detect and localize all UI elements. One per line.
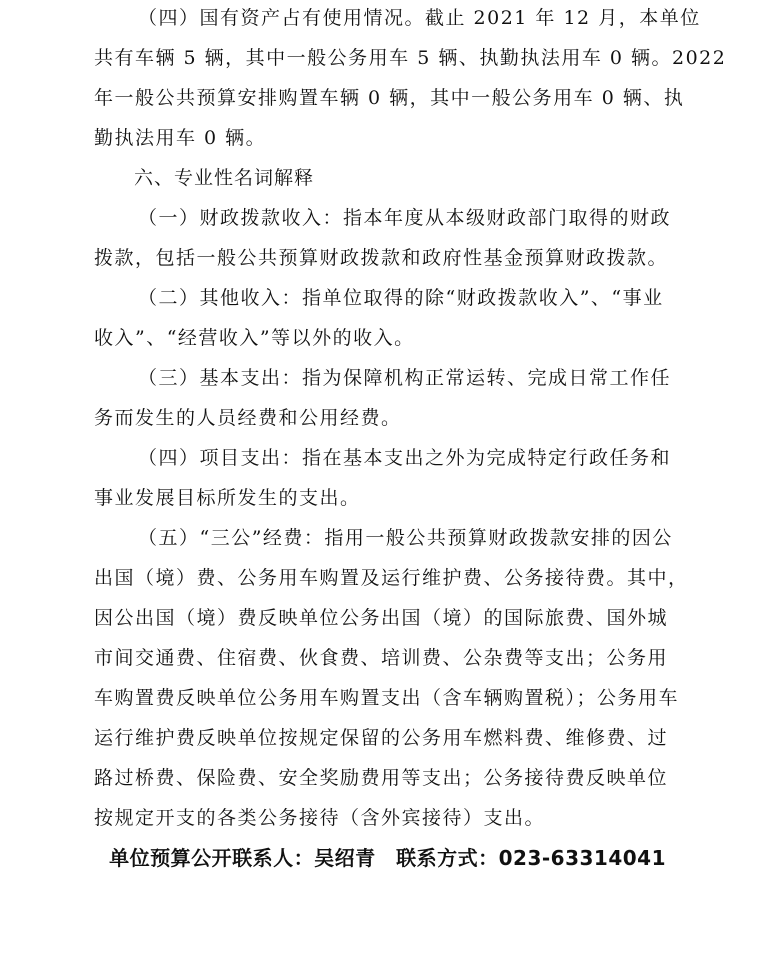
term3-line-2: 务而发生的人员经费和公用经费。 <box>94 407 402 429</box>
term5-line-8: 按规定开支的各类公务接待（含外宾接待）支出。 <box>94 807 546 829</box>
term5-line-7: 路过桥费、保险费、安全奖励费用等支出；公务接待费反映单位 <box>94 767 669 789</box>
term5-line-6: 运行维护费反映单位按规定保留的公务用车燃料费、维修费、过 <box>94 727 669 749</box>
section4-line-3: 年一般公共预算安排购置车辆 0 辆，其中一般公务用车 0 辆、执 <box>94 87 685 109</box>
section6-heading: 六、专业性名词解释 <box>134 167 315 189</box>
term4-line-2: 事业发展目标所发生的支出。 <box>94 487 361 509</box>
term2-line-1: （二）其他收入：指单位取得的除“财政拨款收入”、“事业 <box>138 287 664 309</box>
section4-line-4: 勤执法用车 0 辆。 <box>94 127 267 149</box>
term5-line-3: 因公出国（境）费反映单位公务出国（境）的国际旅费、国外城 <box>94 607 669 629</box>
term1-line-2: 拨款，包括一般公共预算财政拨款和政府性基金预算财政拨款。 <box>94 247 669 269</box>
term5-line-2: 出国（境）费、公务用车购置及运行维护费、公务接待费。其中， <box>94 567 689 589</box>
section4-line-1: （四）国有资产占有使用情况。截止 2021 年 12 月，本单位 <box>138 7 701 29</box>
contact-info: 单位预算公开联系人：吴绍青 联系方式：023-63314041 <box>109 846 666 870</box>
term5-line-5: 车购置费反映单位公务用车购置支出（含车辆购置税）；公务用车 <box>94 687 680 709</box>
term2-line-2: 收入”、“经营收入”等以外的收入。 <box>94 327 415 349</box>
term1-line-1: （一）财政拨款收入：指本年度从本级财政部门取得的财政 <box>138 207 672 229</box>
term4-line-1: （四）项目支出：指在基本支出之外为完成特定行政任务和 <box>138 447 672 469</box>
term5-line-4: 市间交通费、住宿费、伙食费、培训费、公杂费等支出；公务用 <box>94 647 669 669</box>
term3-line-1: （三）基本支出：指为保障机构正常运转、完成日常工作任 <box>138 367 672 389</box>
section4-line-2: 共有车辆 5 辆，其中一般公务用车 5 辆、执勤执法用车 0 辆。2022 <box>94 47 727 69</box>
term5-line-1: （五）“三公”经费：指用一般公共预算财政拨款安排的因公 <box>138 527 673 549</box>
